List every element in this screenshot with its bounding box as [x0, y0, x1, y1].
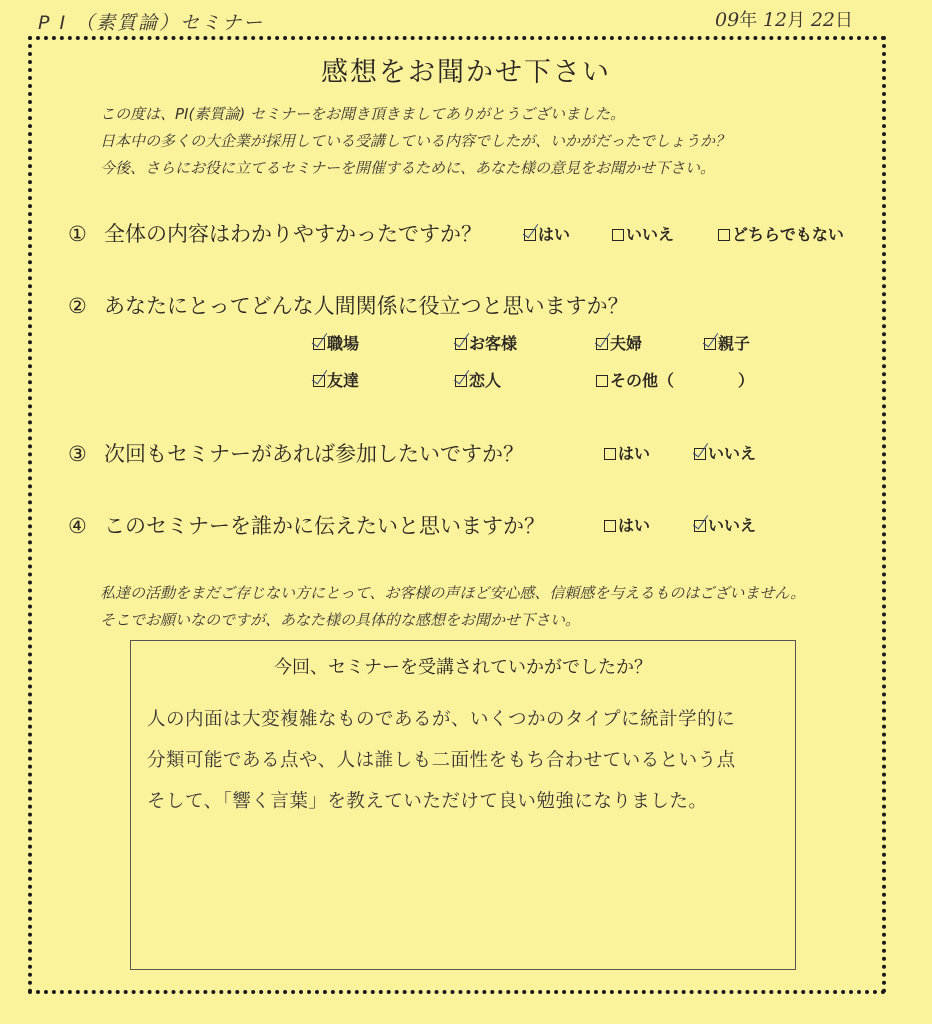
option-label: 夫婦 — [610, 334, 643, 353]
checkbox-icon[interactable] — [704, 338, 716, 350]
option-label: 職場 — [327, 334, 360, 353]
intro-line: この度は、PI(素質論) セミナーをお聞き頂きましてありがとうございました。 — [100, 105, 625, 123]
q1-option-no[interactable] — [612, 222, 674, 245]
option-label: いいえ — [626, 225, 675, 244]
date-day-suffix: 日 — [835, 10, 854, 31]
option-label: はい — [538, 225, 571, 244]
answer-box[interactable] — [130, 640, 796, 970]
option-label: いいえ — [708, 444, 757, 463]
intro-line: 日本中の多くの大企業が採用している受講している内容でしたが、いかがだったでしょうか？ — [100, 132, 731, 150]
option-label: はい — [618, 444, 651, 463]
question-number: ② — [68, 294, 87, 318]
outro-text — [100, 580, 805, 634]
q3-option-yes[interactable] — [604, 441, 650, 464]
question-number: ① — [68, 222, 87, 246]
option-label: はい — [618, 516, 651, 535]
answer-line: そして、「響く言葉」を教えていただけて良い勉強になりました。 — [147, 791, 708, 812]
checkbox-icon[interactable] — [718, 229, 730, 241]
date-year: 09 — [715, 9, 740, 31]
header-title: P I （素質論）セミナー — [38, 12, 265, 34]
question-1 — [68, 218, 482, 248]
answer-line: 人の内面は大変複雑なものであるが、いくつかのタイプに統計学的に — [147, 709, 736, 730]
checkbox-icon[interactable] — [612, 229, 624, 241]
q3-option-no[interactable] — [694, 441, 756, 464]
option-label: どちらでもない — [732, 225, 844, 244]
option-label: いいえ — [708, 516, 757, 535]
answer-question: 今回、セミナーを受講されていかがでしたか？ — [274, 657, 652, 678]
checkbox-icon[interactable] — [694, 520, 706, 532]
q2-option-parent-child[interactable] — [704, 331, 750, 354]
question-text: 次回もセミナーがあれば参加したいですか？ — [104, 442, 524, 466]
question-text: 全体の内容はわかりやすかったですか？ — [104, 222, 482, 246]
page-title: 感想をお聞かせ下さい — [321, 57, 611, 88]
option-label: 恋人 — [469, 371, 502, 390]
checkbox-icon[interactable] — [455, 375, 467, 387]
option-label: 親子 — [718, 334, 751, 353]
option-label: その他（ ） — [610, 371, 755, 390]
question-3 — [68, 438, 524, 468]
q2-option-friend[interactable] — [313, 368, 359, 391]
option-label: 友達 — [327, 371, 360, 390]
checkbox-icon[interactable] — [596, 338, 608, 350]
header-date — [715, 6, 853, 32]
question-2 — [68, 290, 629, 320]
q4-option-yes[interactable] — [604, 513, 650, 536]
answer-line: 分類可能である点や、人は誰しも二面性をもち合わせているという点 — [147, 750, 736, 771]
q1-option-neither[interactable] — [718, 222, 844, 245]
checkbox-icon[interactable] — [524, 229, 536, 241]
handwritten-answer — [147, 699, 736, 822]
q2-option-couple[interactable] — [596, 331, 642, 354]
checkbox-icon[interactable] — [455, 338, 467, 350]
checkbox-icon[interactable] — [604, 520, 616, 532]
q2-option-other[interactable] — [596, 368, 754, 391]
checkbox-icon[interactable] — [313, 338, 325, 350]
q1-option-yes[interactable] — [524, 222, 570, 245]
q2-option-lover[interactable] — [455, 368, 501, 391]
q4-option-no[interactable] — [694, 513, 756, 536]
date-month: 12 — [762, 9, 788, 31]
q2-option-workplace[interactable] — [313, 331, 359, 354]
checkbox-icon[interactable] — [694, 448, 706, 460]
intro-text — [100, 101, 730, 182]
option-label: お客様 — [469, 334, 518, 353]
date-month-suffix: 月 — [787, 10, 806, 31]
question-text: このセミナーを誰かに伝えたいと思いますか？ — [104, 514, 545, 538]
question-number: ④ — [68, 514, 87, 538]
checkbox-icon[interactable] — [604, 448, 616, 460]
question-text: あなたにとってどんな人間関係に役立つと思いますか？ — [104, 294, 629, 318]
q2-option-customer[interactable] — [455, 331, 517, 354]
date-day: 22 — [810, 9, 836, 31]
outro-line: そこでお願いなのですが、あなた様の具体的な感想をお聞かせ下さい。 — [100, 611, 581, 629]
date-year-suffix: 年 — [739, 10, 758, 31]
checkbox-icon[interactable] — [596, 375, 608, 387]
checkbox-icon[interactable] — [313, 375, 325, 387]
outro-line: 私達の活動をまだご存じない方にとって、お客様の声ほど安心感、信頼感を与えるものはございません。 — [100, 584, 806, 602]
question-number: ③ — [68, 442, 87, 466]
intro-line: 今後、さらにお役に立てるセミナーを開催するために、あなた様の意見をお聞かせ下さい。 — [100, 159, 716, 177]
question-4 — [68, 510, 545, 540]
